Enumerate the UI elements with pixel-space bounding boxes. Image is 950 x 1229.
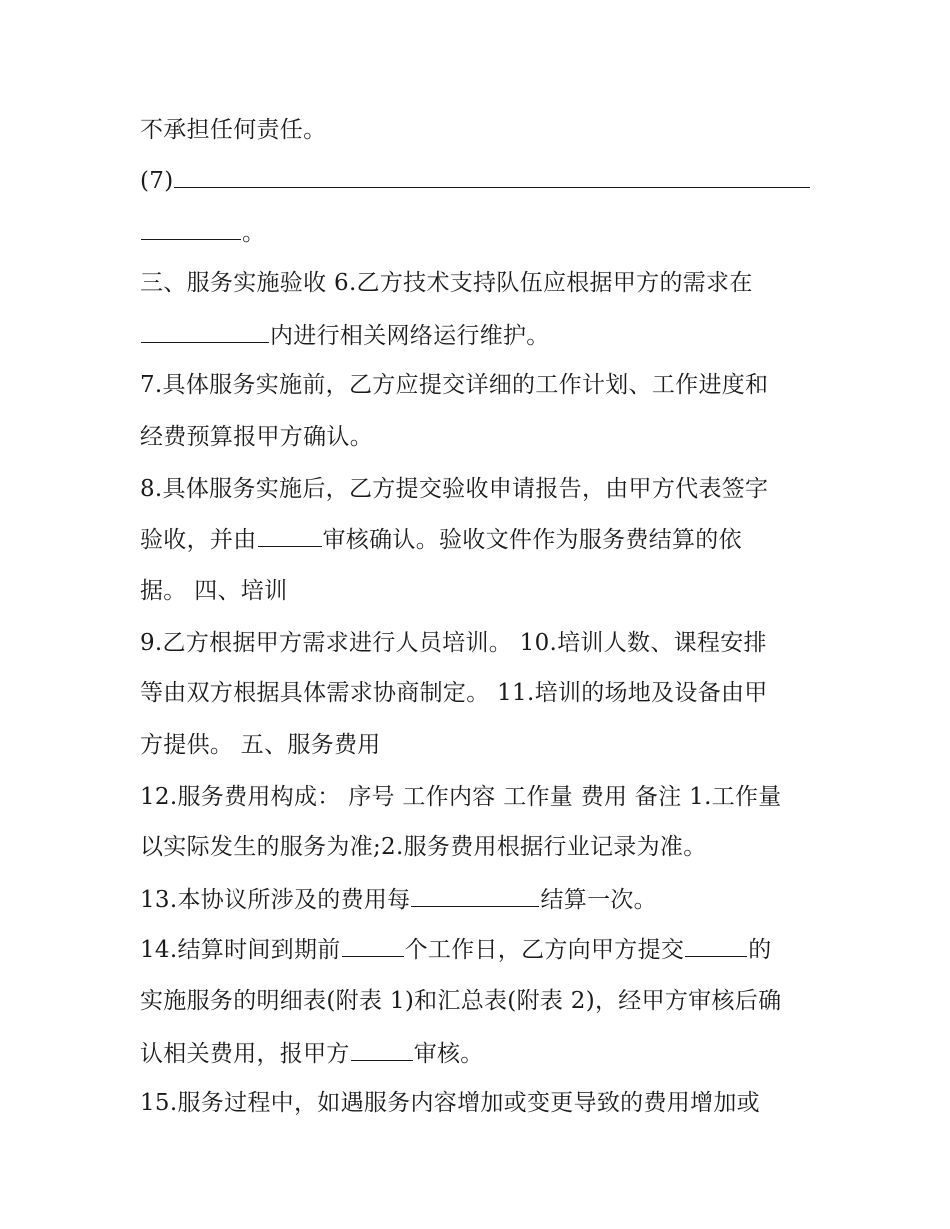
line-text: 15.服务过程中，如遇服务内容增加或变更导致的费用增加或	[140, 1090, 760, 1116]
line-text: 。	[242, 220, 266, 246]
text-line	[140, 986, 820, 1016]
fill-in-blank	[174, 165, 810, 188]
text-line	[140, 1088, 820, 1118]
text-line	[140, 115, 820, 145]
line-text: 13.本协议所涉及的费用每	[140, 887, 411, 913]
text-line	[140, 934, 820, 965]
line-text: 方提供。 五、服务费用	[140, 732, 381, 758]
line-text: 的	[748, 937, 772, 963]
line-text: 14.结算时间到期前	[140, 937, 341, 963]
fill-in-blank	[258, 524, 322, 547]
fill-in-blank	[351, 1038, 413, 1061]
text-line	[140, 165, 820, 196]
text-line	[140, 474, 820, 504]
fill-in-blank	[141, 217, 241, 240]
line-text: 认相关费用，报甲方	[140, 1041, 350, 1067]
fill-in-blank	[141, 320, 269, 343]
text-line	[140, 782, 820, 812]
text-line	[140, 884, 820, 915]
line-text: 8.具体服务实施后，乙方提交验收申请报告，由甲方代表签字	[140, 476, 769, 502]
line-text: 经费预算报甲方确认。	[140, 424, 373, 450]
text-line	[140, 832, 820, 862]
text-line	[140, 730, 820, 760]
line-text: 审核。	[413, 1041, 484, 1067]
line-text: 内进行相关网络运行维护。	[270, 323, 550, 349]
fill-in-blank	[411, 884, 539, 907]
text-line	[140, 628, 820, 658]
line-text: (7)	[140, 168, 174, 194]
text-line	[140, 1038, 820, 1069]
line-text: 结算一次。	[540, 887, 657, 913]
text-line	[140, 320, 820, 351]
line-text: 审核确认。验收文件作为服务费结算的依	[322, 527, 742, 553]
line-text: 实施服务的明细表(附表 1)和汇总表(附表 2)，经甲方审核后确	[140, 988, 782, 1014]
text-line	[140, 678, 820, 708]
line-text: 等由双方根据具体需求协商制定。 11.培训的场地及设备由甲	[140, 680, 768, 706]
line-text: 据。 四、培训	[140, 578, 288, 604]
line-text: 7.具体服务实施前，乙方应提交详细的工作计划、工作进度和	[140, 372, 769, 398]
line-text: 三、服务实施验收 6.乙方技术支持队伍应根据甲方的需求在	[140, 270, 753, 296]
fill-in-blank	[342, 934, 404, 957]
line-text: 个工作日，乙方向甲方提交	[404, 937, 685, 963]
line-text: 12.服务费用构成： 序号 工作内容 工作量 费用 备注 1.工作量	[140, 784, 782, 810]
text-line	[140, 576, 820, 606]
text-line	[140, 422, 820, 452]
text-line	[140, 268, 820, 298]
line-text: 不承担任何责任。	[140, 117, 327, 143]
fill-in-blank	[685, 934, 747, 957]
line-text: 9.乙方根据甲方需求进行人员培训。 10.培训人数、课程安排	[140, 630, 767, 656]
text-line	[140, 524, 820, 555]
text-line	[140, 370, 820, 400]
text-line	[140, 217, 820, 248]
line-text: 验收，并由	[140, 527, 257, 553]
line-text: 以实际发生的服务为准;2.服务费用根据行业记录为准。	[140, 834, 707, 860]
